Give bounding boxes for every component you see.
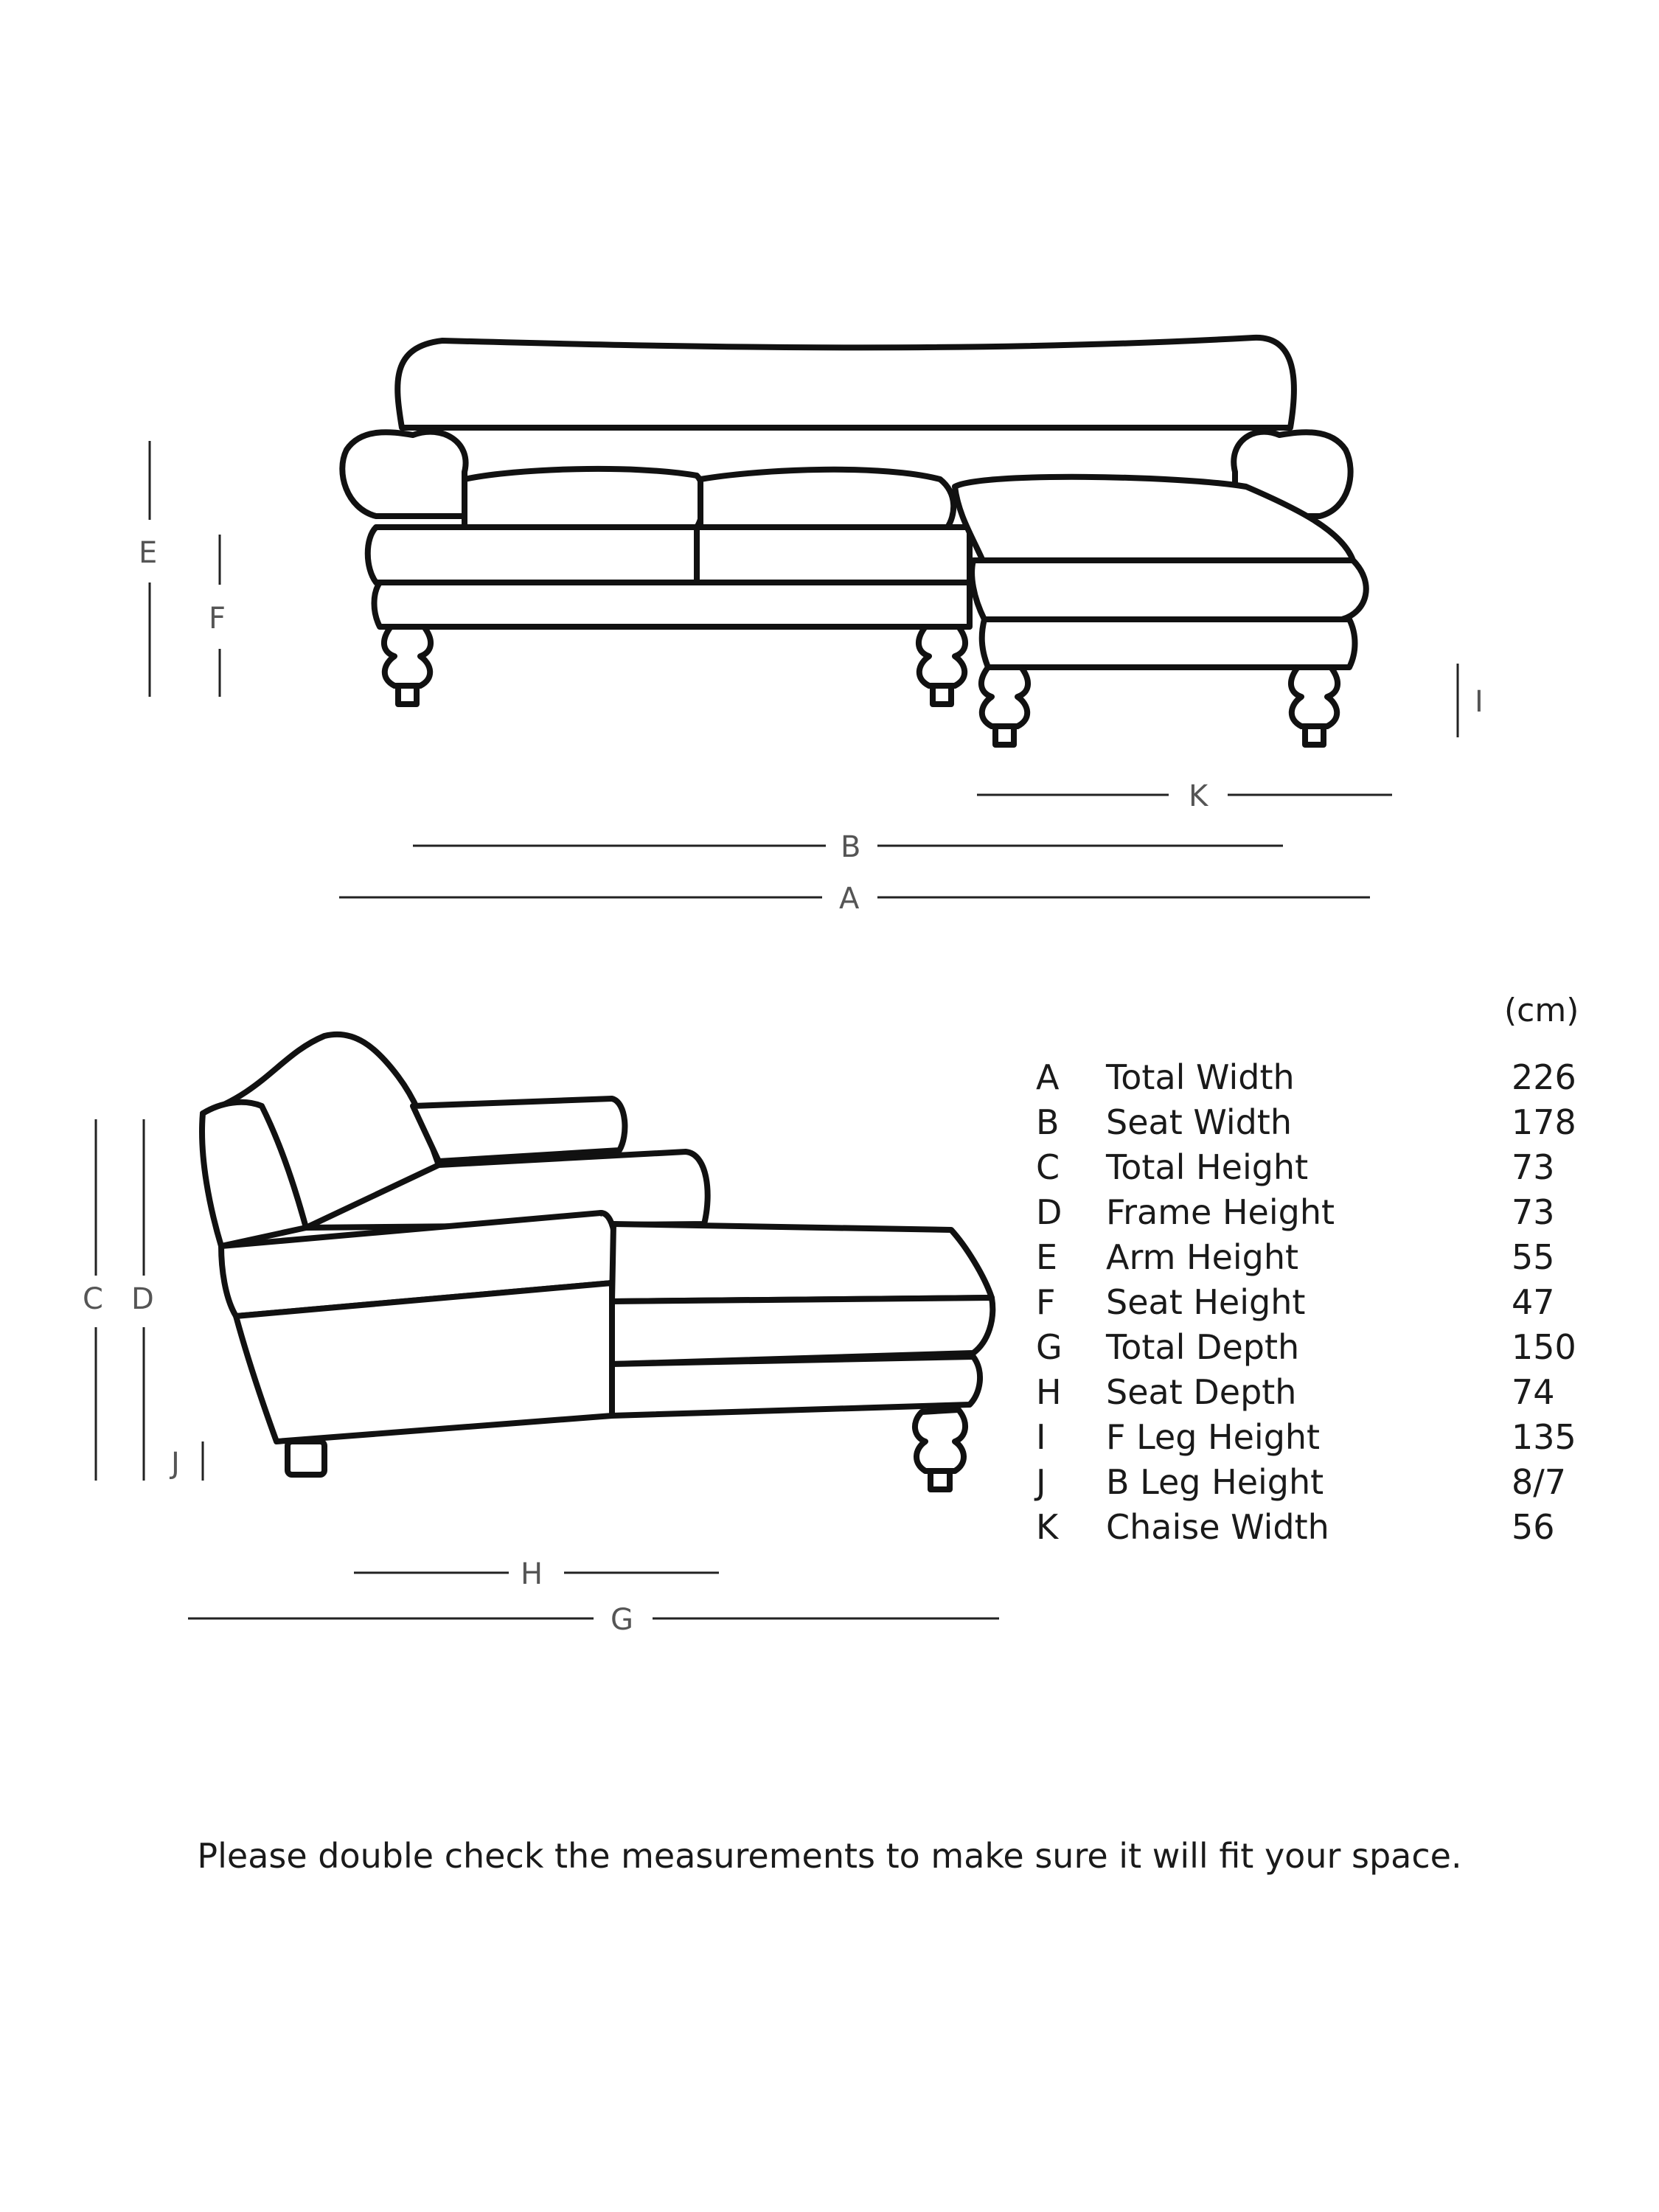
dimension-letter: J bbox=[1036, 1461, 1046, 1502]
dimension-g bbox=[188, 1603, 999, 1637]
dimensions-table bbox=[1036, 1054, 1596, 1549]
front-view-sofa bbox=[342, 338, 1366, 745]
dimension-name: Seat Depth bbox=[1106, 1371, 1297, 1412]
svg-text:F: F bbox=[209, 602, 226, 636]
dimension-value: 74 bbox=[1512, 1371, 1555, 1412]
dimension-name: Total Depth bbox=[1106, 1326, 1300, 1367]
dimension-name: B Leg Height bbox=[1106, 1461, 1324, 1502]
dimension-name: Total Height bbox=[1106, 1147, 1309, 1187]
dimension-row bbox=[1036, 1189, 1596, 1234]
dimension-row bbox=[1036, 1144, 1596, 1189]
dimension-c bbox=[83, 1119, 103, 1481]
dimension-letter: E bbox=[1036, 1237, 1058, 1277]
dimension-row bbox=[1036, 1234, 1596, 1279]
dimension-d bbox=[131, 1119, 154, 1481]
dimension-letter: G bbox=[1036, 1326, 1062, 1367]
dimension-letter: B bbox=[1036, 1102, 1060, 1142]
svg-text:A: A bbox=[839, 882, 860, 916]
dimension-letter: C bbox=[1036, 1147, 1060, 1187]
dimension-row bbox=[1036, 1054, 1596, 1099]
dimension-value: 56 bbox=[1512, 1506, 1555, 1547]
unit-label: (cm) bbox=[1504, 992, 1579, 1029]
leg bbox=[384, 627, 431, 704]
svg-text:E: E bbox=[139, 536, 158, 570]
svg-text:J: J bbox=[171, 1447, 180, 1481]
dimension-row bbox=[1036, 1369, 1596, 1414]
dimension-letter: K bbox=[1036, 1506, 1059, 1547]
svg-text:B: B bbox=[841, 830, 861, 864]
dimension-value: 135 bbox=[1512, 1416, 1576, 1457]
side-view-sofa bbox=[202, 1034, 992, 1489]
dimension-row bbox=[1036, 1279, 1596, 1324]
dimension-value: 55 bbox=[1512, 1237, 1555, 1277]
dimension-f bbox=[209, 535, 226, 697]
dimension-row bbox=[1036, 1459, 1596, 1504]
dimension-a bbox=[339, 882, 1370, 916]
dimension-b bbox=[413, 830, 1283, 864]
dimension-value: 150 bbox=[1512, 1326, 1576, 1367]
dimension-name: Chaise Width bbox=[1106, 1506, 1329, 1547]
dimension-value: 47 bbox=[1512, 1281, 1555, 1322]
leg bbox=[919, 627, 965, 704]
dimension-letter: H bbox=[1036, 1371, 1062, 1412]
dimension-value: 73 bbox=[1512, 1147, 1555, 1187]
dimension-row bbox=[1036, 1099, 1596, 1144]
svg-text:C: C bbox=[83, 1282, 103, 1316]
fit-note: Please double check the measurements to make sure it will fit your space. bbox=[197, 1836, 1462, 1876]
dimension-name: Seat Height bbox=[1106, 1281, 1306, 1322]
dimension-j bbox=[169, 1441, 203, 1481]
leg bbox=[981, 667, 1028, 745]
dimension-value: 178 bbox=[1512, 1102, 1576, 1142]
svg-text:H: H bbox=[521, 1557, 543, 1591]
dimension-value: 8/7 bbox=[1512, 1461, 1567, 1502]
dimension-e bbox=[139, 441, 157, 697]
dimension-name: Seat Width bbox=[1106, 1102, 1292, 1142]
dimension-name: F Leg Height bbox=[1106, 1416, 1321, 1457]
dimension-letter: D bbox=[1036, 1192, 1062, 1232]
dimension-value: 73 bbox=[1512, 1192, 1555, 1232]
leg bbox=[1291, 667, 1338, 745]
dimension-name: Arm Height bbox=[1106, 1237, 1299, 1277]
dimension-row bbox=[1036, 1324, 1596, 1369]
dimension-row bbox=[1036, 1504, 1596, 1549]
dimension-letter: I bbox=[1036, 1416, 1046, 1457]
svg-text:D: D bbox=[131, 1282, 154, 1316]
dimension-i bbox=[1458, 664, 1484, 737]
dimension-row bbox=[1036, 1414, 1596, 1459]
dimension-value: 226 bbox=[1512, 1057, 1576, 1097]
svg-text:I: I bbox=[1475, 685, 1484, 719]
svg-text:G: G bbox=[611, 1603, 633, 1637]
leg bbox=[288, 1441, 324, 1475]
dimension-name: Frame Height bbox=[1106, 1192, 1335, 1232]
dimension-name: Total Width bbox=[1106, 1057, 1295, 1097]
dimension-letter: F bbox=[1036, 1281, 1056, 1322]
dimension-letter: A bbox=[1036, 1057, 1060, 1097]
dimension-k bbox=[977, 779, 1392, 813]
dimension-h bbox=[354, 1557, 719, 1591]
svg-text:K: K bbox=[1189, 779, 1208, 813]
leg bbox=[915, 1410, 965, 1489]
